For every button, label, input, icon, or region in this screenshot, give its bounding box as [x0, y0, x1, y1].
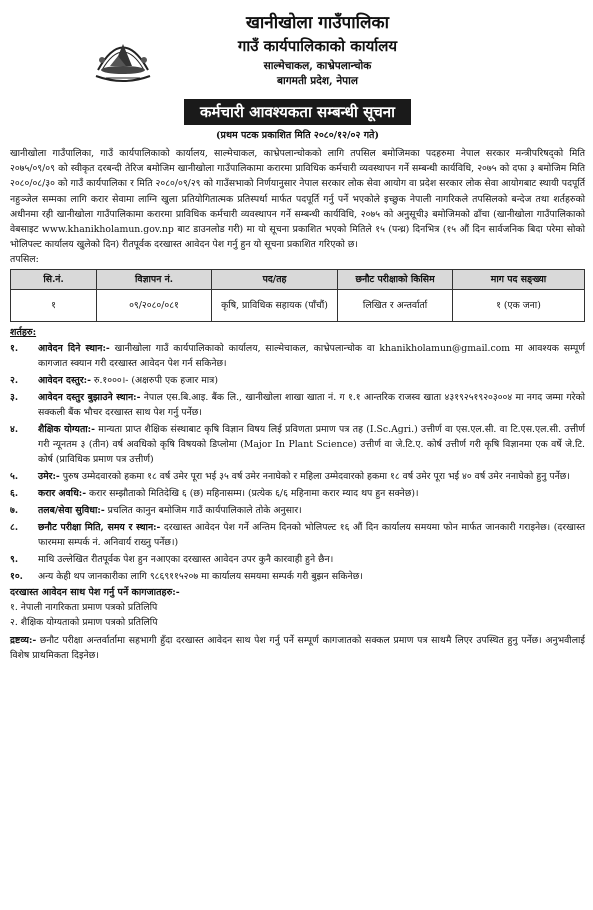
condition-text: पुरुष उम्मेदवारको हकमा १८ वर्ष उमेर पूरा भई ३५ वर्ष उमेर ननाघेको र महिला उम्मेदवारको हकमा १८ वर्ष उमेर पूरा भई ४० वर्ष उमेर ननाघेको हुनु पर्नेछ।	[59, 471, 570, 483]
vacancy-table	[10, 269, 585, 322]
condition-label: आवेदन दस्तुर बुझाउने स्थान:-	[38, 392, 141, 404]
condition-number: ६.	[10, 488, 19, 500]
condition-number: ९.	[10, 554, 19, 566]
condition-label: तलब/सेवा सुविधा:-	[38, 505, 105, 517]
document-item: २. शैक्षिक योग्यताको प्रमाण पत्रको प्रतिलिपि	[10, 617, 158, 629]
table-header-row	[11, 270, 585, 290]
condition-number: ७.	[10, 505, 19, 517]
note-text: छनौट परीक्षा अन्तर्वार्तामा सहभागी हुँदा दरखास्त आवेदन साथ पेश गर्नु पर्ने सम्पूर्ण कागजातको सक्कल प्रमाण पत्र साथमै लिएर उपस्थित हुनु पर्नेछ। अनुभवीलाई विशेष प्राथमिकता दिइनेछ।	[10, 635, 585, 662]
condition-item	[10, 422, 585, 467]
condition-number: ४.	[10, 424, 19, 436]
notice-title: कर्मचारी आवश्यकता सम्बन्धी सूचना	[184, 99, 411, 125]
condition-item	[10, 373, 585, 388]
condition-number: ३.	[10, 392, 19, 404]
condition-text: मान्यता प्राप्त शैक्षिक संस्थाबाट कृषि विज्ञान विषय लिई प्रविणता प्रमाण पत्र तह (I.Sc.Agri.) उत्तीर्ण वा एस.एल.सी. वा टि.एस.एल.सी. उत्तीर्ण गरी न्यूनतम ३ (तीन) वर्ष अवधिको कृषि विषयको डिप्लोमा (Major In Plant Science) उत्तीर्ण वा जे.टि.ए. कोर्ष उत्तीर्ण गरी कृषि विज्ञानमा एक वर्षे जे.टि. कोर्ष (प्राविधिक प्रमाण पत्र उत्तीर्ण)	[38, 424, 585, 466]
condition-label: आवेदन दिने स्थान:-	[38, 343, 110, 355]
condition-label: करार अवधि:-	[38, 488, 87, 500]
condition-label: आवेदन दस्तुर:-	[38, 375, 91, 387]
condition-item	[10, 390, 585, 420]
condition-number: २.	[10, 375, 19, 387]
cell-post: कृषि, प्राविधिक सहायक (पाँचौं)	[211, 290, 337, 322]
condition-label: छनौट परीक्षा मिति, समय र स्थान:-	[38, 522, 161, 534]
note-label: द्रष्टव्य:-	[10, 635, 37, 647]
cell-post-count: १ (एक जना)	[452, 290, 584, 322]
condition-text: नेपाल एस.बि.आइ. बैंक लि., खानीखोला शाखा खाता नं. ग १.१ आन्तरिक राजस्व खाता ४३१९२५१९२०३००४ मा नगद जम्मा गरेको सक्कली बैंक भौचर दरखास्त साथ पेश गर्नु पर्नेछ।	[38, 392, 585, 419]
condition-text: अन्य केही थप जानकारीका लागि ९८६९११५२०७ मा कार्यालय समयमा सम्पर्क गरी बुझन सकिनेछ।	[38, 571, 363, 583]
condition-text: रु.१०००।- (अक्षरुपी एक हजार मात्र)	[90, 375, 218, 387]
condition-number: ५.	[10, 471, 19, 483]
publication-date: (प्रथम पटक प्रकाशित मिति २०८०/१२/०२ गते)	[216, 130, 379, 141]
condition-item	[10, 569, 585, 584]
condition-number: १.	[10, 343, 19, 355]
condition-text: प्रचलित कानुन बमोजिम गाउँ कार्यपालिकाले तोके अनुसार।	[104, 505, 302, 517]
col-header-post: पद/तह	[211, 270, 337, 290]
province-name: बागमती प्रदेश, नेपाल	[277, 75, 358, 87]
condition-text: दरखास्त आवेदन पेश गर्ने अन्तिम दिनको भोलिपल्ट १६ औं दिन कार्यालय समयमा फोन मार्फत जानकारी गराइनेछ। (दरखास्त फारममा सम्पर्क नं. अनिवार्य राख्नु पर्नेछ।)	[38, 522, 585, 549]
condition-item	[10, 341, 585, 371]
documents-title: दरखास्त आवेदन साथ पेश गर्नु पर्ने कागजातहरु:-	[10, 587, 180, 599]
cell-ad-no: ०९/२०८०/०८१	[97, 290, 212, 322]
col-header-exam-type: छनौट परीक्षाको किसिम	[338, 270, 453, 290]
condition-number: १०.	[10, 571, 23, 583]
condition-item	[10, 469, 585, 484]
conditions-title: शर्तहरु:	[10, 327, 37, 339]
table-row	[11, 290, 585, 322]
conditions-list	[10, 341, 585, 584]
condition-item	[10, 486, 585, 501]
municipality-name: खानीखोला गाउँपालिका	[245, 13, 390, 33]
condition-number: ८.	[10, 522, 19, 534]
col-header-post-count: माग पद सङ्ख्या	[452, 270, 584, 290]
condition-item	[10, 520, 585, 550]
condition-label: उमेर:-	[38, 471, 60, 483]
note-paragraph	[10, 633, 585, 663]
condition-text: करार सम्झौताको मितिदेखि ६ (छ) महिनासम्म। (प्रत्येक ६/६ महिनामा करार म्याद थप हुन सक्नेछ)।	[86, 488, 419, 500]
office-address: साल्मेचाकल, काभ्रेपलान्चोक	[263, 60, 372, 72]
cell-exam-type: लिखित र अन्तर्वार्ता	[338, 290, 453, 322]
col-header-sn: सि.नं.	[11, 270, 97, 290]
col-header-ad-no: विज्ञापन नं.	[97, 270, 212, 290]
condition-item	[10, 503, 585, 518]
condition-text: माथि उल्लेखित रीतपूर्वक पेश हुन नआएका दरखास्त आवेदन उपर कुनै कारवाही हुने छैन।	[38, 554, 334, 566]
condition-item	[10, 552, 585, 567]
condition-text: खानीखोला गाउँ कार्यपालिकाको कार्यालय, साल्मेचाकल, काभ्रेपलान्चोक वा khanikholamun@gmail.com मा आवश्यक सम्पूर्ण कागजात स्क्यान गरी दरखास्त आवेदन पेश गर्न सकिनेछ।	[38, 343, 585, 370]
cell-sn: १	[11, 290, 97, 322]
intro-paragraph: खानीखोला गाउँपालिका, गाउँ कार्यपालिकाको कार्यालय, साल्मेचाकल, काभ्रेपलान्चोकको लागि तपसिल बमोजिमका पदहरुमा नेपाल सरकार मन्त्रीपरिषद्को मिति २०७५/०९/०९ को स्वीकृत दरबन्दी तेरिज बमोजिम खानीखोला गाउँपालिकामा करारमा प्राविधिक कर्मचारी व्यवस्थापन गर्ने सम्बन्धी कार्यविधि, २०७५ को दफा ३ बमोजिम मिति २०८०/०८/३० को गाउँ कार्यपालिका र मिति २०८०/०९/२९ को गाउँसभाको निर्णयानुसार नेपाल सरकार लोक सेवा आयोग वा प्रदेश सरकार लोक सेवा आयोगबाट स्थायी पदपूर्ति नहुञ्जेल सम्मका लागि करार सेवामा लाग्नि खुला प्रतियोगितात्मक प्रतिस्पर्धा मार्फत पदपूर्ति गर्नु पर्ने भएकोले इच्छुक नेपाली नागरिकले तपसिलको बन्देज तथा शर्तहरुको अधीनमा रही खानीखोला गाउँपालिकामा करारमा प्राविधिक कर्मचारी व्यवस्थापन गर्ने सम्बन्धी कार्यविधि, २०७५ को अनुसूची३ बमोजिमको ढाँचा (खानीखोला गाउँपालिकाको वेबसाइट www.khanikholamun.gov.np बाट डाउनलोड गरी) मा यो सूचना प्रकाशित भएको मितिले १५ (पन्ध्र) दिनभित्र (१५ औं दिन सार्वजनिक बिदा परेमा सोको भोलिपल्ट कार्यालय खुलेको दिन) रीतपूर्वक दरखास्त आवेदन पेश गर्नु हुन यो सूचना प्रकाशित गरिएको छ।	[10, 148, 585, 251]
office-name: गाउँ कार्यपालिकाको कार्यालय	[237, 37, 398, 55]
document-item: १. नेपाली नागरिकता प्रमाण पत्रको प्रतिलिपि	[10, 602, 158, 614]
government-emblem-icon	[88, 30, 158, 88]
condition-label: शैक्षिक योग्यता:-	[38, 424, 95, 436]
tapsil-label: तपसिल:	[10, 254, 39, 266]
